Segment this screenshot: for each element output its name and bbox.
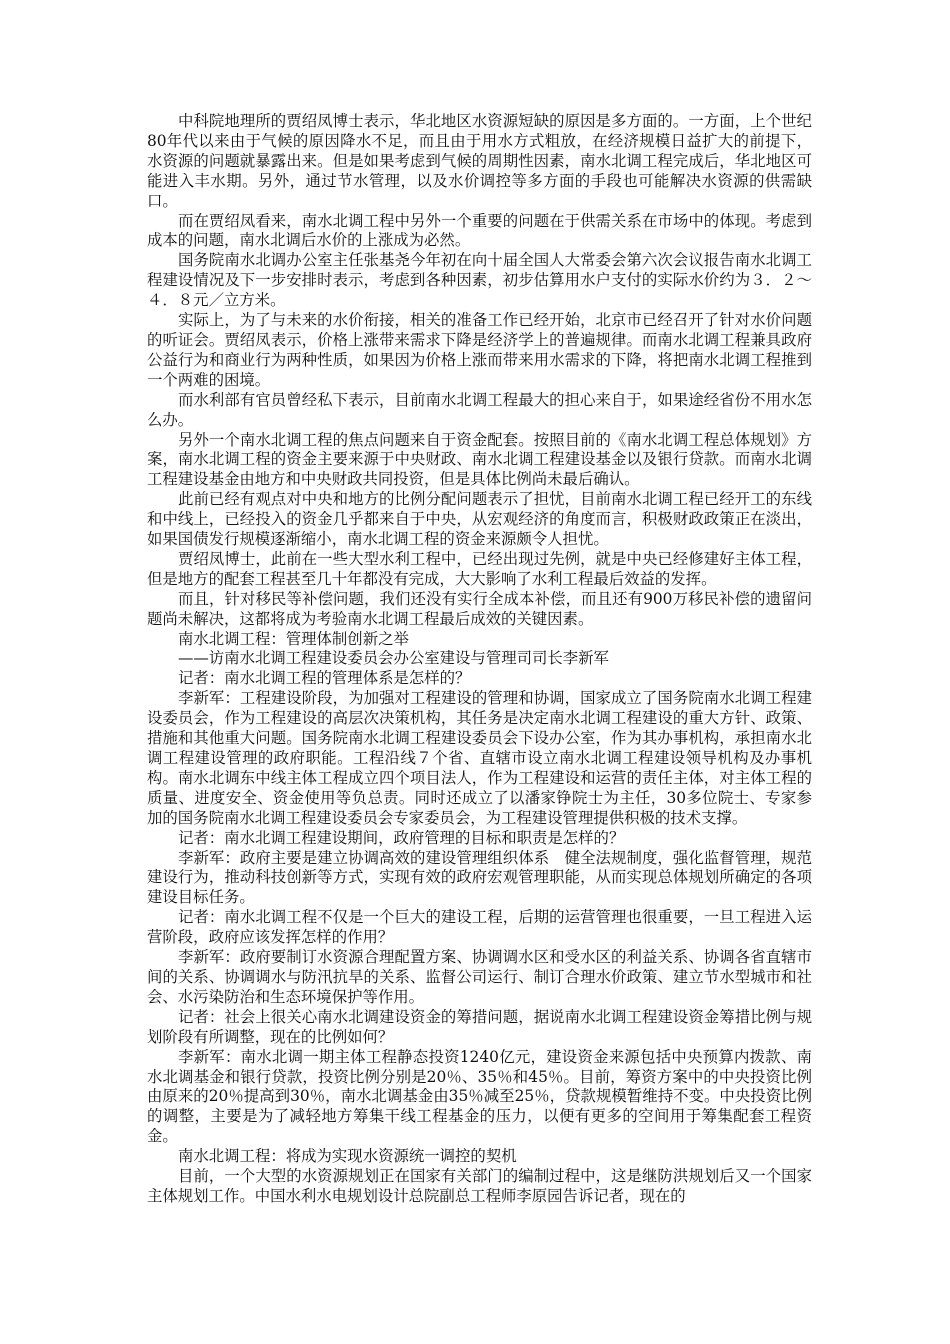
paragraph: 目前，一个大型的水资源规划正在国家有关部门的编制过程中，这是继防洪规划后又一个国家主体规划工作。中国水利水电规划设计总院副总工程师李原园告诉记者，现在的 — [147, 1167, 812, 1205]
interview-answer: 李新军：政府主要是建立协调高效的建设管理组织体系 健全法规制度，强化监督管理，规范建设行为，推动科技创新等方式，实现有效的政府宏观管理职能，从而实现总体规划所确定的各项建设目标任务。 — [147, 848, 812, 907]
paragraph: 实际上，为了与未来的水价衔接，相关的准备工作已经开始，北京市已经召开了针对水价问题的听证会。贾绍凤表示，价格上涨带来需求下降是经济学上的普遍规律。而南水北调工程兼具政府公益行为和商业行为两种性质，如果因为价格上涨而带来用水需求的下降，将把南水北调工程推到一个两难的困境。 — [147, 311, 812, 389]
paragraph: 贾绍凤博士，此前在一些大型水利工程中，已经出现过先例，就是中央已经修建好主体工程，但是地方的配套工程甚至几十年都没有完成，大大影响了水利工程最后效益的发挥。 — [147, 549, 812, 588]
paragraph: 国务院南水北调办公室主任张基尧今年初在向十届全国人大常委会第六次会议报告南水北调工程建设情况及下一步安排时表示，考虑到各种因素，初步估算用水户支付的实际水价约为３．２～４．８元／立方米。 — [147, 251, 812, 310]
paragraph: 而水利部有官员曾经私下表示，目前南水北调工程最大的担心来自于，如果途经省份不用水怎么办。 — [147, 390, 812, 429]
interview-answer: 李新军：工程建设阶段，为加强对工程建设的管理和协调，国家成立了国务院南水北调工程建设委员会，作为工程建设的高层次决策机构，其任务是决定南水北调工程建设的重大方针、政策、措施和其他重大问题。国务院南水北调工程建设委员会下设办公室，作为其办事机构，承担南水北调工程建设管理的政府职能。工程沿线７个省、直辖市设立南水北调工程建设领导机构及办事机构。南水北调东中线主体工程成立四个项目法人，作为工程建设和运营的责任主体，对主体工程的质量、进度安全、资金使用等负总责。同时还成立了以潘家铮院士为主任，30多位院士、专家参加的国务院南水北调工程建设委员会专家委员会，为工程建设管理提供积极的技术支撑。 — [147, 689, 812, 827]
paragraph: 此前已经有观点对中央和地方的比例分配问题表示了担忧，目前南水北调工程已经开工的东线和中线上，已经投入的资金几乎都来自于中央，从宏观经济的角度而言，积极财政政策正在淡出，如果国债发行规模逐渐缩小，南水北调工程的资金来源颇令人担忧。 — [147, 490, 812, 549]
interview-question: 记者：南水北调工程建设期间，政府管理的目标和职责是怎样的？ — [178, 828, 625, 847]
interview-question: 记者：南水北调工程的管理体系是怎样的？ — [178, 669, 471, 688]
paragraph: 而且，针对移民等补偿问题，我们还没有实行全成本补偿，而且还有900万移民补偿的遗留问题尚未解决，这都将成为考验南水北调工程最后成效的关键因素。 — [147, 589, 812, 628]
interview-answer: 李新军：南水北调一期主体工程静态投资1240亿元，建设资金来源包括中央预算内拨款、南水北调基金和银行贷款，投资比例分别是20％、35％和45％。目前，筹资方案中的中央投资比例由原来的20％提高到30％，南水北调基金由35％减至25％，贷款规模暂维持不变。中央投资比例的调整，主要是为了减轻地方筹集干线工程基金的压力，以便有更多的空间用于筹集配套工程资金。 — [147, 1047, 812, 1146]
interview-answer: 李新军：政府要制订水资源合理配置方案、协调调水区和受水区的利益关系、协调各省直辖市间的关系、协调调水与防汛抗旱的关系、监督公司运行、制订合理水价政策、建立节水型城市和社会、水污染防治和生态环境保护等作用。 — [147, 948, 812, 1006]
section-heading: 南水北调工程：管理体制创新之举 — [178, 629, 409, 648]
paragraph: 中科院地理所的贾绍凤博士表示，华北地区水资源短缺的原因是多方面的。一方面，上个世纪80年代以来由于气候的原因降水不足，而且由于用水方式粗放，在经济规模日益扩大的前提下，水资源的问题就暴露出来。但是如果考虑到气候的周期性因素，南水北调工程完成后，华北地区可能进入丰水期。另外，通过节水管理，以及水价调控等多方面的手段也可能解决水资源的供需缺口。 — [147, 112, 812, 210]
document-body — [147, 112, 812, 1207]
paragraph: 另外一个南水北调工程的焦点问题来自于资金配套。按照目前的《南水北调工程总体规划》方案，南水北调工程的资金主要来源于中央财政、南水北调工程建设基金以及银行贷款。而南水北调工程建设基金由地方和中央财政共同投资，但是具体比例尚未最后确认。 — [147, 430, 812, 489]
interview-subtitle: ——访南水北调工程建设委员会办公室建设与管理司司长李新军 — [178, 649, 609, 668]
paragraph: 而在贾绍凤看来，南水北调工程中另外一个重要的问题在于供需关系在市场中的体现。考虑到成本的问题，南水北调后水价的上涨成为必然。 — [147, 211, 812, 250]
section-heading: 南水北调工程：将成为实现水资源统一调控的契机 — [178, 1147, 517, 1166]
interview-question: 记者：社会上很关心南水北调建设资金的筹措问题，据说南水北调工程建设资金筹措比例与规划阶段有所调整，现在的比例如何？ — [147, 1007, 812, 1046]
interview-question: 记者：南水北调工程不仅是一个巨大的建设工程，后期的运营管理也很重要，一旦工程进入运营阶段，政府应该发挥怎样的作用？ — [147, 908, 812, 947]
